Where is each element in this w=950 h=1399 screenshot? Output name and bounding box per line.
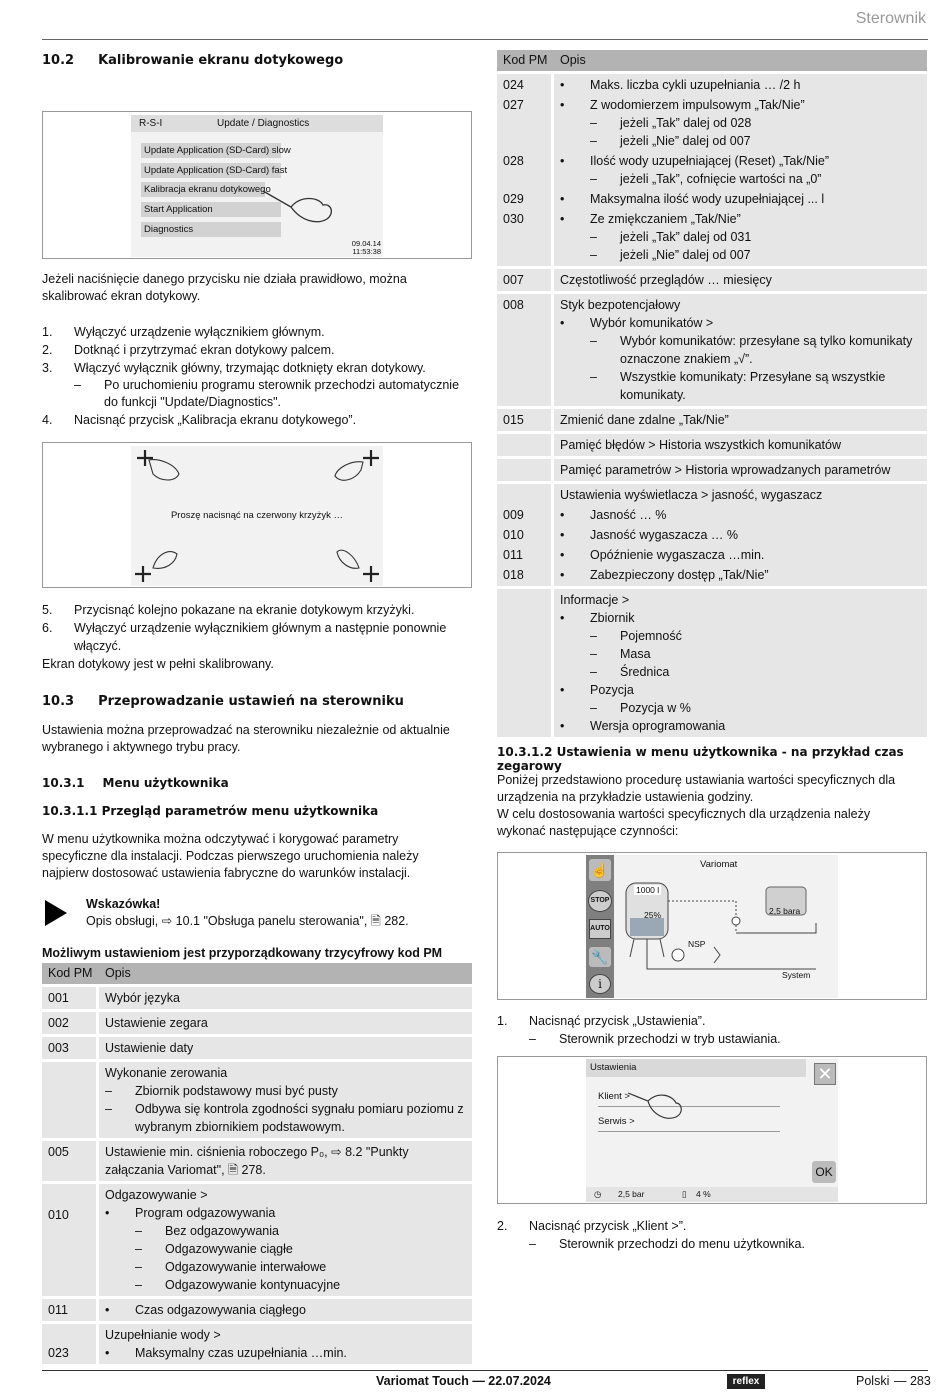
variomat-title: Variomat <box>700 859 738 870</box>
tank-volume: 1000 l <box>636 885 660 895</box>
calibration-cross-icons <box>131 446 383 586</box>
steps-settings-2 <box>497 1217 927 1253</box>
steps-settings-1 <box>497 1012 927 1048</box>
step-2: 2. Dotknąć i przytrzymać ekran dotykowy palcem. <box>42 343 335 357</box>
table-row: 015 Zmienić dane zdalne „Tak/Nie” <box>497 409 927 431</box>
table-row: 002 Ustawienie zegara <box>42 1012 472 1034</box>
step-2: 2. Nacisnąć przycisk „Klient >”. <box>497 1219 687 1233</box>
menu-item-update-fast[interactable]: Update Application (SD-Card) fast <box>141 163 281 178</box>
klient-item[interactable]: Klient > <box>598 1091 780 1107</box>
table-row: Pamięć błędów > Historia wszystkich komunikatów <box>497 434 927 456</box>
menu-item-calibration[interactable]: Kalibracja ekranu dotykowego <box>141 182 265 197</box>
hint-box <box>86 896 409 930</box>
footer-rule <box>42 1370 928 1371</box>
section-10-3-heading: 10.3 Przeprowadzanie ustawień na sterowniku <box>42 694 404 709</box>
nsp-label: NSP <box>688 939 706 949</box>
page-number: — 283 <box>894 1374 931 1388</box>
table-header: Kod PM Opis <box>42 963 472 984</box>
table-header: Kod PM Opis <box>497 50 927 71</box>
table-row: 011 • Czas odgazowywania ciągłego <box>42 1299 472 1321</box>
settings-button[interactable]: 🔧 <box>589 947 611 967</box>
step-1-result: – Sterownik przechodzi w tryb ustawiania. <box>529 1032 781 1046</box>
step-1: 1. Wyłączyć urządzenie wyłącznikiem głównym. <box>42 325 325 339</box>
tank-level: 25% <box>644 910 662 920</box>
footer-lang: Polski <box>856 1374 890 1388</box>
section-10-3-1-heading: 10.3.1 Menu użytkownika <box>42 776 229 790</box>
footer-doc: Variomat Touch — 22.07.2024 <box>376 1374 551 1388</box>
menu-item-update-slow[interactable]: Update Application (SD-Card) slow <box>141 143 281 158</box>
status-level: 4 % <box>696 1189 711 1199</box>
hint-title: Wskazówka! <box>86 897 161 911</box>
screenshot-variomat-main <box>497 852 927 1000</box>
section-10-2-heading: 10.2 Kalibrowanie ekranu dotykowego <box>42 53 344 68</box>
hand-mode-button[interactable]: ☝ <box>589 859 611 881</box>
parameter-table-2 <box>497 47 927 740</box>
table-row: 008 Styk bezpotencjałowy • Wybór komunikatów > – Wybór komunikatów: przesyłane są tylko komunikaty oznaczone znakiem „√”. – Wszystkie komunikaty: Przesyłane są wszystkie komunikaty. <box>497 294 927 406</box>
step-3-result: – Po uruchomieniu programu sterownik przechodzi automatycznie do funkcji "Update/Diagnostics". <box>74 378 460 409</box>
step-6: 6. Wyłączyć urządzenie wyłącznikiem głównym a następnie ponownie włączyć. <box>42 621 447 653</box>
step-4: 4. Nacisnąć przycisk „Kalibracja ekranu dotykowego”. <box>42 413 357 427</box>
table-row: 007 Częstotliwość przeglądów … miesięcy <box>497 269 927 291</box>
paragraph-procedure: Poniżej przedstawiono procedurę ustawiania wartości specyficznych dla urządzenia na przykładzie ustawienia godziny. <box>497 773 896 804</box>
menu-item-start-application[interactable]: Start Application <box>141 202 281 217</box>
paragraph-calibration-intro: Jeżeli naciśnięcie danego przycisku nie działa prawidłowo, można skalibrować ekran dotykowy. <box>42 272 407 303</box>
status-pressure: 2,5 bar <box>618 1189 645 1199</box>
menu-item-diagnostics[interactable]: Diagnostics <box>141 222 281 237</box>
step-5: 5. Przycisnąć kolejno pokazane na ekranie dotykowym krzyżyki. <box>42 603 415 617</box>
header-title: Sterownik <box>855 10 926 27</box>
section-10-3-1-2-heading: 10.3.1.2 Ustawienia w menu użytkownika - na przykład czas zegarowy <box>497 745 904 773</box>
ok-button[interactable]: OK <box>812 1161 836 1183</box>
parameter-table-1 <box>42 960 472 1367</box>
hint-arrow-icon <box>44 899 68 927</box>
table-row: 010 Odgazowywanie > • Program odgazowywania – Bez odgazowywania – Odgazowywanie ciągłe – Odgazowywanie interwałowe – Odgazowywanie kontynuacyjne <box>42 1184 472 1296</box>
screenshot-calibration-crosses: Proszę nacisnąć na czerwony krzyżyk … <box>42 442 472 588</box>
step-2-result: – Sterownik przechodzi do menu użytkownika. <box>529 1237 805 1251</box>
table-row: 024 027 028 029 030 • Maks. liczba cykli uzupełniania … /2 h • Z wodomierzem impulsowym „Tak/Nie” – jeżeli „Tak” dalej od 028 – jeżeli „Nie” dalej od 007 • Ilość wody uzupełniającej (Reset) „Tak/Nie” – jeżeli „Tak”, cofnięcie wartości na „0” • Maksymalna ilość wody uzupełniającej ... l • Ze zmiękczaniem „Tak/Nie” – jeżeli „Tak” dalej od 031 – jeżeli „Nie” dalej od 007 <box>497 74 927 266</box>
step-3: 3. Włączyć wyłącznik główny, trzymając dotknięty ekran dotykowy. <box>42 361 426 375</box>
stop-button[interactable]: STOP <box>588 890 612 912</box>
hint-text[interactable]: Opis obsługi, ⇨ 10.1 "Obsługa panelu sterowania", 🗎 282. <box>86 914 409 928</box>
settings-title: Ustawienia <box>586 1059 806 1077</box>
paragraph-steps-intro: W celu dostosowania wartości specyficznych dla urządzenia należy wykonać następujące czynności: <box>497 807 871 838</box>
steps-calibration-2 <box>42 601 482 655</box>
gauge-icon: ◷ <box>594 1189 602 1199</box>
info-button[interactable]: i <box>589 974 611 994</box>
table-row: 009 010 011 018 Ustawienia wyświetlacza > jasność, wygaszacz • Jasność … % • Jasność wygaszacza … % • Opóźnienie wygaszacza …min. • Zabezpieczony dostęp „Tak/Nie” <box>497 484 927 586</box>
screenshot-settings-menu <box>497 1056 927 1204</box>
table-row: 023 Uzupełnianie wody > • Maksymalny czas uzupełniania …min. <box>42 1324 472 1364</box>
system-label: System <box>782 970 811 980</box>
table-row: 003 Ustawienie daty <box>42 1037 472 1059</box>
pressure-value: 2,5 bara <box>769 906 801 916</box>
paragraph-settings-intro: Ustawienia można przeprowadzać na sterowniku niezależnie od aktualnie wybranego i aktywnego trybu pracy. <box>42 723 450 754</box>
pointing-hand-icon <box>626 1087 686 1121</box>
table-row: 005 Ustawienie min. ciśnienia roboczego P₀, ⇨ 8.2 "Punkty załączania Variomat", 🗎 278. <box>42 1141 472 1181</box>
step-1: 1. Nacisnąć przycisk „Ustawienia”. <box>497 1014 706 1028</box>
auto-button[interactable]: AUTO <box>589 919 611 939</box>
steps-calibration-1 <box>42 323 472 429</box>
paragraph-user-menu: W menu użytkownika można odczytywać i korygować parametry specyficzne dla instalacji. Podczas pierwszego uruchomienia należy najpierw dostosować ustawienia fabryczne do warunków instalacji. <box>42 832 419 880</box>
reflex-logo: reflex <box>727 1374 765 1389</box>
table-row: Pamięć parametrów > Historia wprowadzanych parametrów <box>497 459 927 481</box>
screenshot-update-diagnostics: R-S-I Update / Diagnostics Update Application (SD-Card) slow Update Application (SD-Card) fast Kalibracja ekranu dotykowego Start Application Diagnostics 09.04.14 11:53:38 <box>42 111 472 259</box>
header-rule <box>42 39 928 40</box>
level-icon: ▯ <box>682 1189 687 1199</box>
close-button[interactable]: ✕ <box>814 1063 836 1085</box>
table-row: Wykonanie zerowania – Zbiornik podstawowy musi być pusty – Odbywa się kontrola zgodności sygnału pomiaru poziomu z wybranym zbiornikiem podstawowym. <box>42 1062 472 1138</box>
paragraph-calibrated: Ekran dotykowy jest w pełni skalibrowany. <box>42 657 274 671</box>
section-10-3-1-1-heading: 10.3.1.1 Przegląd parametrów menu użytkownika <box>42 804 379 818</box>
serwis-item[interactable]: Serwis > <box>598 1116 780 1132</box>
table-row: 001 Wybór języka <box>42 987 472 1009</box>
pointing-hand-icon <box>261 185 341 225</box>
table-caption: Możliwym ustawieniom jest przyporządkowany trzycyfrowy kod PM <box>42 946 443 960</box>
table-row: Informacje > • Zbiornik – Pojemność – Masa – Średnica • Pozycja – Pozycja w % • Wersja oprogramowania <box>497 589 927 737</box>
